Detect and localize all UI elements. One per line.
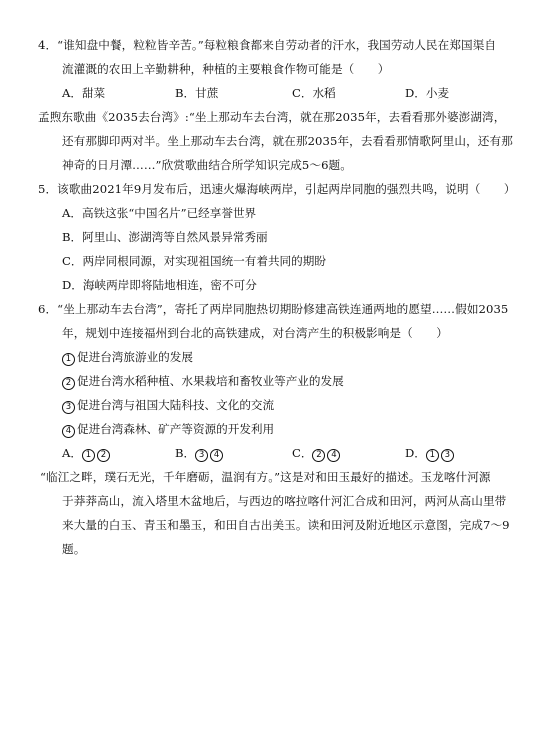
option-label: A． <box>62 446 82 460</box>
circled-number-1: 1 <box>62 353 75 366</box>
circled-number: 2 <box>97 449 110 462</box>
statement-text: 促进台湾森林、矿产等资源的开发利用 <box>77 422 275 436</box>
circled-number: 3 <box>441 449 454 462</box>
circled-number-2: 2 <box>62 377 75 390</box>
q4-option-c: C．水稻 <box>292 86 336 100</box>
option-label: B． <box>175 446 196 460</box>
q5-option-d: D．海峡两岸即将陆地相连，密不可分 <box>62 278 257 292</box>
passage-7-9-line-1: “临江之畔，璞石无光，千年磨砺，温润有方。”这是对和田玉最好的描述。玉龙喀什河源 <box>40 470 491 484</box>
circled-number: 3 <box>195 449 208 462</box>
circled-number: 1 <box>426 449 439 462</box>
passage-5-6-line-3: 神奇的日月潭……”欣赏歌曲结合所学知识完成5～6题。 <box>62 158 352 172</box>
q4-option-d: D．小麦 <box>405 86 450 100</box>
statement-text: 促进台湾与祖国大陆科技、文化的交流 <box>77 398 275 412</box>
q6-stem-line-1: 6．“坐上那动车去台湾”，寄托了两岸同胞热切期盼修建高铁连通两地的愿望……假如2035 <box>38 302 509 316</box>
circled-number: 2 <box>312 449 325 462</box>
q4-option-a: A．甜菜 <box>62 86 106 100</box>
q4-stem-line-2: 流灌溉的农田上辛勤耕种，种植的主要粮食作物可能是（ ） <box>62 62 390 76</box>
q6-option-c <box>292 445 342 462</box>
q6-statement-1 <box>62 349 193 366</box>
circled-number-4: 4 <box>62 425 75 438</box>
q5-stem-line-1: 5．该歌曲2021年9月发布后，迅速火爆海峡两岸，引起两岸同胞的强烈共鸣，说明（ ） <box>38 182 516 196</box>
q4-option-b: B．甘蔗 <box>175 86 219 100</box>
statement-text: 促进台湾水稻种植、水果栽培和畜牧业等产业的发展 <box>77 374 344 388</box>
q6-option-d <box>405 445 456 462</box>
q6-option-a <box>62 445 112 462</box>
q5-option-b: B．阿里山、澎湖湾等自然风景异常秀丽 <box>62 230 268 244</box>
q5-option-c: C．两岸同根同源，对实现祖国统一有着共同的期盼 <box>62 254 326 268</box>
option-label: D． <box>405 446 426 460</box>
circled-number: 1 <box>82 449 95 462</box>
q4-stem-line-1: 4．“谁知盘中餐，粒粒皆辛苦。”每粒粮食都来自劳动者的汗水，我国劳动人民在郑国渠自 <box>38 38 497 52</box>
q6-statement-2 <box>62 373 344 390</box>
passage-7-9-line-2: 于莽莽高山，流入塔里木盆地后，与西边的喀拉喀什河汇合成和田河，两河从高山里带 <box>62 494 507 508</box>
circled-number: 4 <box>327 449 340 462</box>
circled-number: 4 <box>210 449 223 462</box>
q6-stem-line-2: 年，规划中连接福州到台北的高铁建成，对台湾产生的积极影响是（ ） <box>62 326 448 340</box>
statement-text: 促进台湾旅游业的发展 <box>77 350 193 364</box>
passage-7-9-line-4: 题。 <box>62 542 86 556</box>
passage-5-6-line-2: 还有那脚印两对半。坐上那动车去台湾，就在那2035年，去看看那情歌阿里山，还有那 <box>62 134 513 148</box>
q6-option-b <box>175 445 225 462</box>
q6-statement-3 <box>62 397 274 414</box>
q6-statement-4 <box>62 421 274 438</box>
q5-option-a: A．高铁这张“中国名片”已经享誉世界 <box>62 206 257 220</box>
passage-7-9-line-3: 来大量的白玉、青玉和墨玉，和田自古出美玉。读和田河及附近地区示意图，完成7～9 <box>62 518 510 532</box>
circled-number-3: 3 <box>62 401 75 414</box>
passage-5-6-line-1: 孟煦东歌曲《2035去台湾》:“坐上那动车去台湾，就在那2035年，去看看那外婆澎湖湾， <box>38 110 506 124</box>
option-label: C． <box>292 446 313 460</box>
